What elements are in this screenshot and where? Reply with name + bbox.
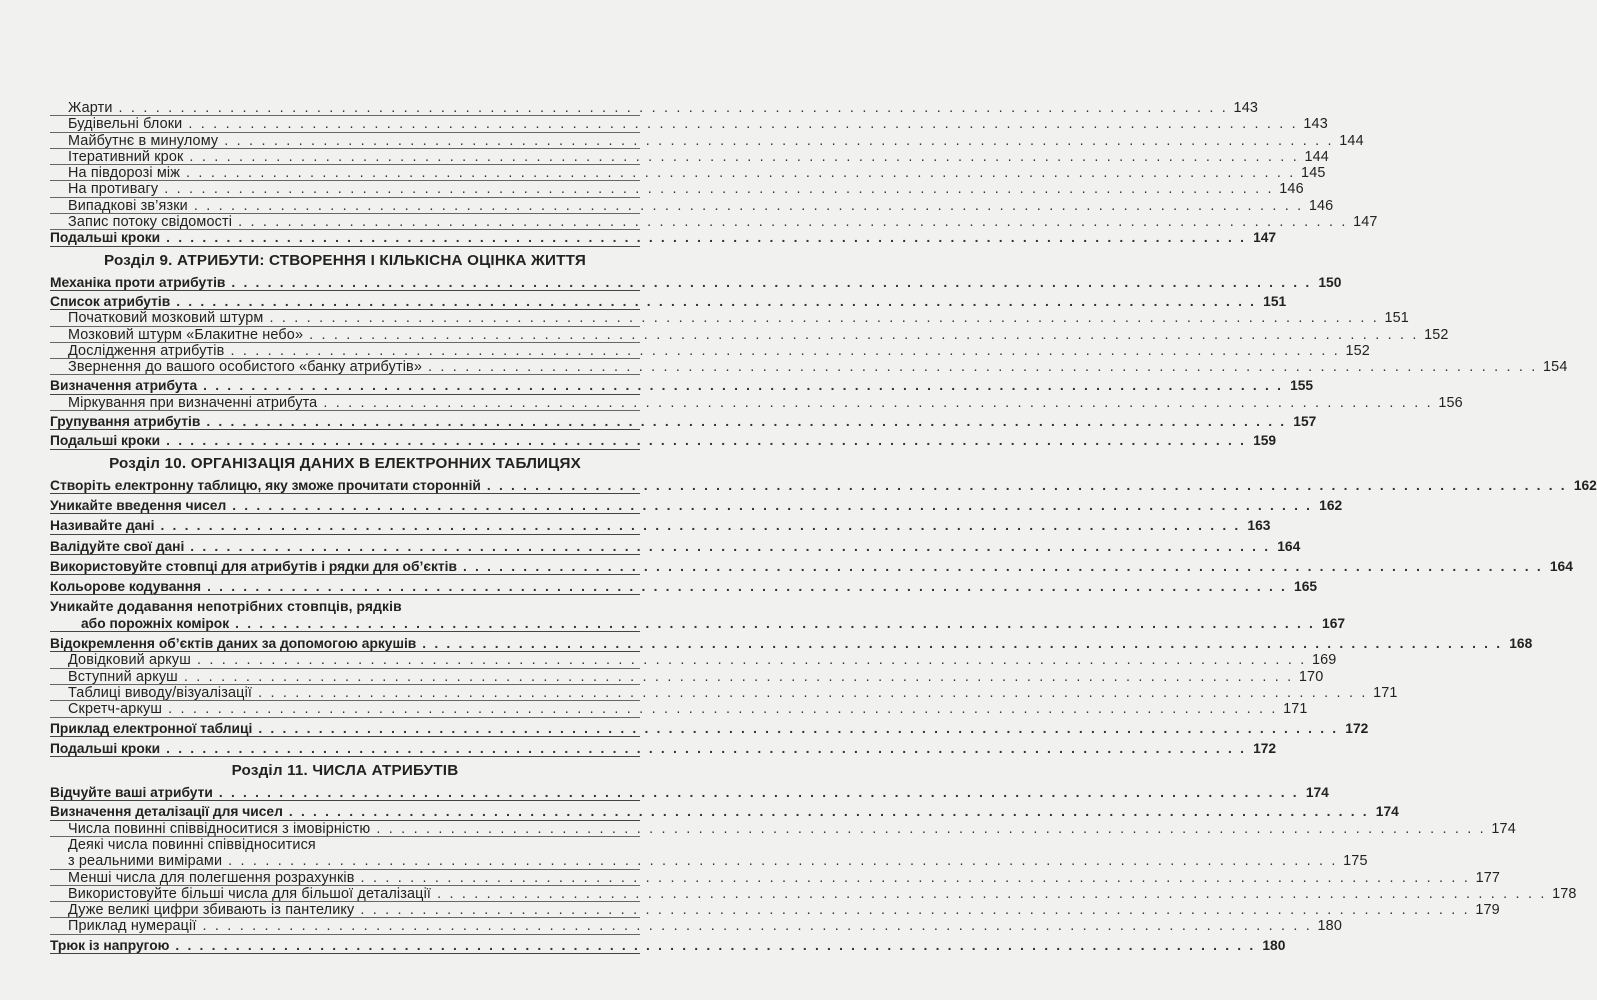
toc-entry-title: Жарти	[68, 100, 113, 116]
toc-entry	[50, 518, 1271, 534]
toc-entry	[50, 274, 1342, 291]
toc-entry-title: Визначення деталізації для чисел	[50, 804, 283, 820]
dot-leader: . . . . . . . . . . . . . . . . . . . . . . . . . . . . . . . . . . . . . . . . . . . . . . . . . . . . . . . . . . . . . . . . . . . . . . . . . . . . . . . . . . . . . . . . . .	[202, 918, 1312, 935]
toc-page-number: 152	[1345, 342, 1370, 359]
toc-entry	[50, 293, 1287, 310]
toc-entry-title-line: Уникайте додавання непотрібних стовпців, рядків	[50, 599, 402, 615]
toc-entry-title: Випадкові зв’язки	[68, 197, 188, 214]
dot-leader: . . . . . . . . . . . . . . . . . . . . . . . . . . . . . . . . . . . . . . . . . . . . . . . . . . . . . . . . . . . . . . . . . . . . . . . . . . . . . . . . . . . . . . . . . .	[166, 740, 1247, 756]
toc-page-number: 150	[1318, 274, 1342, 290]
dot-leader: . . . . . . . . . . . . . . . . . . . . . . . . . . . . . . . . . . . . . . . . . . . . . . . . . . . . . . . . . . . . . . . . . . . . . . . . . . . . . . . . . . . . . . . . . .	[168, 701, 1278, 718]
toc-entry-title: Майбутнє в минулому	[68, 132, 219, 149]
toc-page-number: 164	[1549, 558, 1573, 574]
toc-page-number: 143	[1303, 116, 1328, 133]
underline-rule	[50, 513, 640, 514]
dot-leader: . . . . . . . . . . . . . . . . . . . . . . . . . . . . . . . . . . . . . . . . . . . . . . . . . . . . . . . . . . . . . . . . . . . . . . . . . . . . . . . . . . . . . . . . . .	[235, 615, 1316, 631]
toc-page-number: 159	[1253, 433, 1277, 449]
toc-page-number: 144	[1339, 132, 1364, 149]
dot-leader: . . . . . . . . . . . . . . . . . . . . . . . . . . . . . . . . . . . . . . . . . . . . . . . . . . . . . . . . . . . . . . . . . . . . . . . . . . . . . . . . . . . . . . . . . .	[309, 326, 1419, 343]
toc-entry-title: Ітеративний крок	[68, 148, 184, 165]
dot-leader: . . . . . . . . . . . . . . . . . . . . . . . . . . . . . . . . . . . . . . . . . . . . . . . . . . . . . . . . . . . . . . . . . . . . . . . . . . . . . . . . . . . . . . . . . .	[232, 497, 1313, 513]
toc-entry	[50, 378, 1314, 394]
dot-leader: . . . . . . . . . . . . . . . . . . . . . . . . . . . . . . . . . . . . . . . . . . . . . . . . . . . . . . . . . . . . . . . . . . . . . . . . . . . . . . . . . . . . . . . . . .	[166, 433, 1247, 449]
toc-page-number: 143	[1233, 100, 1259, 116]
toc-entry	[50, 918, 1342, 935]
toc-entry-title: Дослідження атрибутів	[68, 342, 225, 359]
underline-rule	[50, 246, 640, 247]
toc-page-number: 180	[1262, 937, 1286, 953]
toc-page-number: 171	[1373, 684, 1398, 701]
dot-leader: . . . . . . . . . . . . . . . . . . . . . . . . . . . . . . . . . . . . . . . . . . . . . . . . . . . . . . . . . . . . . . . . . . . . . . . . . . . . . . . . . . . . . . . . . .	[323, 394, 1433, 411]
dot-leader: . . . . . . . . . . . . . . . . . . . . . . . . . . . . . . . . . . . . . . . . . . . . . . . . . . . . . . . . . . . . . . . . . . . . . . . . . . . . . . . . . . . . . . . . . .	[288, 804, 1369, 820]
dot-leader: . . . . . . . . . . . . . . . . . . . . . . . . . . . . . . . . . . . . . . . . . . . . . . . . . . . . . . . . . . . . . . . . . . . . . . . . . . . . . . . . . . . . . . . . . .	[376, 820, 1486, 837]
toc-page-number: 174	[1305, 785, 1329, 801]
toc-entry-title: Довідковий аркуш	[68, 652, 191, 669]
dot-leader: . . . . . . . . . . . . . . . . . . . . . . . . . . . . . . . . . . . . . . . . . . . . . . . . . . . . . . . . . . . . . . . . . . . . . . . . . . . . . . . . . . . . . . . . . .	[176, 293, 1257, 309]
toc-entry-title: Кольорове кодування	[50, 579, 202, 595]
underline-rule	[50, 554, 640, 555]
dot-leader: . . . . . . . . . . . . . . . . . . . . . . . . . . . . . . . . . . . . . . . . . . . . . . . . . . . . . . . . . . . . . . . . . . . . . . . . . . . . . . . . . . . . . . . . . .	[188, 116, 1298, 133]
toc-entry	[50, 394, 1463, 411]
toc-entry	[50, 148, 1329, 165]
dot-leader: . . . . . . . . . . . . . . . . . . . . . . . . . . . . . . . . . . . . . . . . . . . . . . . . . . . . . . . . . . . . . . . . . . . . . . . . . . . . . . . . . . . . . . . . . .	[228, 853, 1338, 870]
toc-page-number: 177	[1475, 869, 1501, 886]
dot-leader: . . . . . . . . . . . . . . . . . . . . . . . . . . . . . . . . . . . . . . . . . . . . . . . . . . . . . . . . . . . . . . . . . . . . . . . . . . . . . . . . . . . . . . . . . .	[160, 518, 1241, 534]
toc-entry-title: Подальші кроки	[50, 230, 161, 246]
toc-entry-title: Скретч-аркуш	[68, 701, 163, 718]
dot-leader: . . . . . . . . . . . . . . . . . . . . . . . . . . . . . . . . . . . . . . . . . . . . . . . . . . . . . . . . . . . . . . . . . . . . . . . . . . . . . . . . . . . . . . . . . .	[428, 359, 1538, 376]
toc-page-number: 172	[1345, 720, 1369, 736]
underline-rule	[50, 574, 640, 575]
toc-entry	[50, 558, 1573, 575]
underline-rule	[50, 493, 640, 494]
toc-entry	[50, 720, 1369, 737]
underline-rule	[50, 836, 640, 837]
toc-entry-title: Звернення до вашого особистого «банку атрибутів»	[68, 359, 422, 376]
toc-entry-title: Запис потоку свідомості	[68, 214, 233, 231]
dot-leader: . . . . . . . . . . . . . . . . . . . . . . . . . . . . . . . . . . . . . . . . . . . . . . . . . . . . . . . . . . . . . . . . . . . . . . . . . . . . . . . . . . . . . . . . . .	[175, 937, 1256, 953]
toc-entry-title: На противагу	[68, 181, 159, 198]
toc-entry-title: або порожніх комірок	[81, 615, 230, 631]
toc-entry	[50, 214, 1378, 231]
dot-leader: . . . . . . . . . . . . . . . . . . . . . . . . . . . . . . . . . . . . . . . . . . . . . . . . . . . . . . . . . . . . . . . . . . . . . . . . . . . . . . . . . . . . . . . . . .	[193, 197, 1304, 214]
toc-page-number: 144	[1304, 148, 1329, 165]
toc-entry-title: Дуже великі цифри збивають із пантелику	[68, 902, 355, 919]
dot-leader: . . . . . . . . . . . . . . . . . . . . . . . . . . . . . . . . . . . . . . . . . . . . . . . . . . . . . . . . . . . . . . . . . . . . . . . . . . . . . . . . . . . . . . . . . .	[360, 869, 1471, 886]
toc-entry-title: Список атрибутів	[50, 293, 171, 309]
toc-entry-title: Визначення атрибута	[50, 378, 198, 394]
dot-leader: . . . . . . . . . . . . . . . . . . . . . . . . . . . . . . . . . . . . . . . . . . . . . . . . . . . . . . . . . . . . . . . . . . . . . . . . . . . . . . . . . . . . . . . . . .	[206, 414, 1287, 430]
toc-page-number: 145	[1301, 165, 1326, 182]
toc-entry-title: Трюк із напругою	[50, 937, 170, 953]
toc-entry	[50, 433, 1277, 449]
toc-entry-title: Використовуйте більші числа для більшої деталізації	[68, 885, 432, 902]
dot-leader: . . . . . . . . . . . . . . . . . . . . . . . . . . . . . . . . . . . . . . . . . . . . . . . . . . . . . . . . . . . . . . . . . . . . . . . . . . . . . . . . . . . . . . . . . .	[238, 214, 1348, 231]
toc-page-number: 170	[1298, 668, 1324, 685]
toc-page-number: 171	[1283, 701, 1308, 718]
toc-page-number: 168	[1509, 636, 1533, 652]
toc-entry-title: Приклад нумерації	[68, 918, 197, 935]
toc-entry-title: з реальними вимірами	[68, 853, 223, 870]
toc-entry-title: Менші числа для полегшення розрахунків	[68, 869, 355, 886]
toc-entry	[50, 359, 1568, 376]
chapter-heading: Розділ 11. ЧИСЛА АТРИБУТІВ	[231, 762, 459, 780]
toc-page-number: 162	[1573, 477, 1597, 493]
underline-rule	[50, 534, 640, 535]
toc-entry-title: Таблиці виводу/візуалізації	[68, 684, 253, 701]
toc-entry	[50, 869, 1501, 886]
dot-leader: . . . . . . . . . . . . . . . . . . . . . . . . . . . . . . . . . . . . . . . . . . . . . . . . . . . . . . . . . . . . . . . . . . . . . . . . . . . . . . . . . . . . . . . . . .	[422, 636, 1503, 652]
toc-page-number: 155	[1290, 378, 1314, 394]
toc-entry-title: На півдорозі між	[68, 165, 181, 182]
underline-rule	[50, 449, 640, 450]
dot-leader: . . . . . . . . . . . . . . . . . . . . . . . . . . . . . . . . . . . . . . . . . . . . . . . . . . . . . . . . . . . . . . . . . . . . . . . . . . . . . . . . . . . . . . . . . .	[218, 785, 1299, 801]
toc-page-number: 175	[1343, 853, 1368, 870]
dot-leader: . . . . . . . . . . . . . . . . . . . . . . . . . . . . . . . . . . . . . . . . . . . . . . . . . . . . . . . . . . . . . . . . . . . . . . . . . . . . . . . . . . . . . . . . . .	[166, 230, 1247, 246]
toc-entry	[50, 804, 1399, 820]
toc-entry-title: Відчуйте ваші атрибути	[50, 785, 213, 801]
dot-leader: . . . . . . . . . . . . . . . . . . . . . . . . . . . . . . . . . . . . . . . . . . . . . . . . . . . . . . . . . . . . . . . . . . . . . . . . . . . . . . . . . . . . . . . . . .	[183, 668, 1294, 685]
toc-entry	[50, 310, 1409, 327]
toc-page-number: 156	[1438, 394, 1463, 411]
toc-entry-title: Міркування при визначенні атрибута	[68, 394, 318, 411]
toc-entry-title: Механіка проти атрибутів	[50, 274, 226, 290]
toc-entry-title: Приклад електронної таблиці	[50, 720, 253, 736]
dot-leader: . . . . . . . . . . . . . . . . . . . . . . . . . . . . . . . . . . . . . . . . . . . . . . . . . . . . . . . . . . . . . . . . . . . . . . . . . . . . . . . . . . . . . . . . . .	[230, 342, 1340, 359]
toc-entry	[50, 538, 1301, 555]
dot-leader: . . . . . . . . . . . . . . . . . . . . . . . . . . . . . . . . . . . . . . . . . . . . . . . . . . . . . . . . . . . . . . . . . . . . . . . . . . . . . . . . . . . . . . . . . .	[189, 148, 1299, 165]
toc-page-number: 172	[1253, 740, 1277, 756]
toc-page-number: 169	[1311, 652, 1337, 669]
toc-entry	[50, 701, 1308, 718]
toc-entry-title: Подальші кроки	[50, 433, 161, 449]
toc-entry-title: Використовуйте стовпці для атрибутів і рядки для об’єктів	[50, 558, 457, 574]
toc-entry	[50, 165, 1326, 182]
toc-page-number: 152	[1424, 326, 1449, 343]
toc-entry-title: Уникайте введення чисел	[50, 497, 227, 513]
toc-entry-title: Називайте дані	[50, 518, 155, 534]
toc-entry	[50, 181, 1304, 198]
dot-leader: . . . . . . . . . . . . . . . . . . . . . . . . . . . . . . . . . . . . . . . . . . . . . . . . . . . . . . . . . . . . . . . . . . . . . . . . . . . . . . . . . . . . . . . . . .	[486, 477, 1567, 493]
toc-entry-title: Валідуйте свої дані	[50, 538, 185, 554]
dot-leader: . . . . . . . . . . . . . . . . . . . . . . . . . . . . . . . . . . . . . . . . . . . . . . . . . . . . . . . . . . . . . . . . . . . . . . . . . . . . . . . . . . . . . . . . . .	[231, 274, 1312, 290]
toc-entry-title: Групування атрибутів	[50, 414, 201, 430]
toc-entry-title: Числа повинні співвідноситися з імовірністю	[68, 820, 371, 837]
toc-entry	[50, 497, 1343, 514]
underline-rule	[50, 934, 640, 935]
underline-rule	[50, 717, 640, 718]
toc-entry	[50, 342, 1370, 359]
toc-entry-title: Будівельні блоки	[68, 116, 183, 133]
toc-entry	[50, 116, 1328, 133]
toc-entry-title: Відокремлення об’єктів даних за допомогою аркушів	[50, 636, 417, 652]
toc-page-number: 164	[1277, 538, 1301, 554]
toc-entry-title: Початковий мозковий штурм	[68, 310, 264, 327]
toc-page-number: 174	[1375, 804, 1399, 820]
toc-entry-title: Вступний аркуш	[68, 668, 178, 685]
toc-page-number: 179	[1475, 902, 1500, 919]
dot-leader: . . . . . . . . . . . . . . . . . . . . . . . . . . . . . . . . . . . . . . . . . . . . . . . . . . . . . . . . . . . . . . . . . . . . . . . . . . . . . . . . . . . . . . . . . .	[360, 902, 1470, 919]
chapter-heading: Розділ 10. ОРГАНІЗАЦІЯ ДАНИХ В ЕЛЕКТРОННИХ ТАБЛИЦЯХ	[109, 454, 581, 472]
underline-rule	[50, 736, 640, 737]
underline-rule	[50, 410, 640, 411]
dot-leader: . . . . . . . . . . . . . . . . . . . . . . . . . . . . . . . . . . . . . . . . . . . . . . . . . . . . . . . . . . . . . . . . . . . . . . . . . . . . . . . . . . . . . . . . . .	[224, 132, 1334, 149]
toc-entry-title: Подальші кроки	[50, 740, 161, 756]
toc-page-number: 163	[1247, 518, 1271, 534]
toc-page-number: 151	[1263, 293, 1287, 309]
toc-entry-title: Мозковий штурм «Блакитне небо»	[68, 326, 304, 343]
underline-rule	[50, 594, 640, 595]
toc-entry	[50, 652, 1337, 669]
toc-page-number: 174	[1491, 820, 1516, 837]
underline-rule	[50, 374, 640, 375]
toc-entry	[50, 636, 1533, 652]
dot-leader: . . . . . . . . . . . . . . . . . . . . . . . . . . . . . . . . . . . . . . . . . . . . . . . . . . . . . . . . . . . . . . . . . . . . . . . . . . . . . . . . . . . . . . . . . .	[186, 165, 1296, 182]
toc-entry	[50, 414, 1317, 430]
toc-entry	[50, 740, 1277, 757]
toc-entry	[50, 579, 1318, 595]
toc-page-number: 147	[1353, 214, 1378, 231]
toc-entry	[50, 684, 1398, 701]
dot-leader: . . . . . . . . . . . . . . . . . . . . . . . . . . . . . . . . . . . . . . . . . . . . . . . . . . . . . . . . . . . . . . . . . . . . . . . . . . . . . . . . . . . . . . . . . .	[190, 538, 1271, 554]
toc-page-number: 146	[1279, 181, 1304, 198]
toc-entry	[50, 477, 1597, 494]
toc-entry	[50, 937, 1286, 954]
dot-leader: . . . . . . . . . . . . . . . . . . . . . . . . . . . . . . . . . . . . . . . . . . . . . . . . . . . . . . . . . . . . . . . . . . . . . . . . . . . . . . . . . . . . . . . . . .	[118, 100, 1229, 116]
dot-leader: . . . . . . . . . . . . . . . . . . . . . . . . . . . . . . . . . . . . . . . . . . . . . . . . . . . . . . . . . . . . . . . . . . . . . . . . . . . . . . . . . . . . . . . . . .	[269, 310, 1379, 327]
dot-leader: . . . . . . . . . . . . . . . . . . . . . . . . . . . . . . . . . . . . . . . . . . . . . . . . . . . . . . . . . . . . . . . . . . . . . . . . . . . . . . . . . . . . . . . . . .	[258, 684, 1368, 701]
toc-page-number: 157	[1293, 414, 1317, 430]
dot-leader: . . . . . . . . . . . . . . . . . . . . . . . . . . . . . . . . . . . . . . . . . . . . . . . . . . . . . . . . . . . . . . . . . . . . . . . . . . . . . . . . . . . . . . . . . .	[437, 885, 1547, 902]
toc-page-number: 162	[1319, 497, 1343, 513]
toc-entry	[50, 820, 1516, 837]
toc-page-number: 147	[1253, 230, 1277, 246]
dot-leader: . . . . . . . . . . . . . . . . . . . . . . . . . . . . . . . . . . . . . . . . . . . . . . . . . . . . . . . . . . . . . . . . . . . . . . . . . . . . . . . . . . . . . . . . . .	[258, 720, 1339, 736]
toc-page-number: 154	[1543, 359, 1568, 376]
toc-entry	[50, 326, 1449, 343]
toc-page-number: 167	[1322, 615, 1346, 631]
toc-page-number: 180	[1317, 918, 1342, 935]
toc-page-number: 146	[1308, 197, 1334, 214]
underline-rule	[50, 429, 640, 430]
dot-leader: . . . . . . . . . . . . . . . . . . . . . . . . . . . . . . . . . . . . . . . . . . . . . . . . . . . . . . . . . . . . . . . . . . . . . . . . . . . . . . . . . . . . . . . . . .	[196, 652, 1307, 669]
toc-entry	[50, 902, 1500, 919]
toc-entry	[50, 615, 1346, 632]
toc-page-number: 151	[1384, 310, 1409, 327]
dot-leader: . . . . . . . . . . . . . . . . . . . . . . . . . . . . . . . . . . . . . . . . . . . . . . . . . . . . . . . . . . . . . . . . . . . . . . . . . . . . . . . . . . . . . . . . . .	[207, 579, 1288, 595]
toc-page-number: 165	[1294, 579, 1318, 595]
toc-entry	[50, 100, 1259, 116]
toc-entry	[50, 785, 1329, 801]
underline-rule	[50, 953, 640, 954]
dot-leader: . . . . . . . . . . . . . . . . . . . . . . . . . . . . . . . . . . . . . . . . . . . . . . . . . . . . . . . . . . . . . . . . . . . . . . . . . . . . . . . . . . . . . . . . . .	[462, 558, 1543, 574]
underline-rule	[50, 756, 640, 757]
underline-rule	[50, 800, 640, 801]
chapter-heading: Розділ 9. АТРИБУТИ: СТВОРЕННЯ І КІЛЬКІСНА ОЦІНКА ЖИТТЯ	[104, 251, 586, 269]
toc-entry	[50, 885, 1577, 902]
toc-entry	[50, 132, 1364, 149]
underline-rule	[50, 631, 640, 632]
underline-rule	[50, 290, 640, 291]
toc-entry-title-line: Деякі числа повинні співвідноситися	[68, 836, 316, 853]
dot-leader: . . . . . . . . . . . . . . . . . . . . . . . . . . . . . . . . . . . . . . . . . . . . . . . . . . . . . . . . . . . . . . . . . . . . . . . . . . . . . . . . . . . . . . . . . .	[164, 181, 1274, 198]
table-of-contents	[50, 100, 1597, 954]
toc-entry-title: Створіть електронну таблицю, яку зможе прочитати сторонній	[50, 477, 481, 493]
toc-entry	[50, 853, 1368, 870]
dot-leader: . . . . . . . . . . . . . . . . . . . . . . . . . . . . . . . . . . . . . . . . . . . . . . . . . . . . . . . . . . . . . . . . . . . . . . . . . . . . . . . . . . . . . . . . . .	[203, 378, 1284, 394]
toc-entry	[50, 668, 1324, 685]
toc-page-number: 178	[1552, 885, 1577, 902]
toc-entry	[50, 230, 1277, 246]
toc-entry	[50, 197, 1334, 214]
